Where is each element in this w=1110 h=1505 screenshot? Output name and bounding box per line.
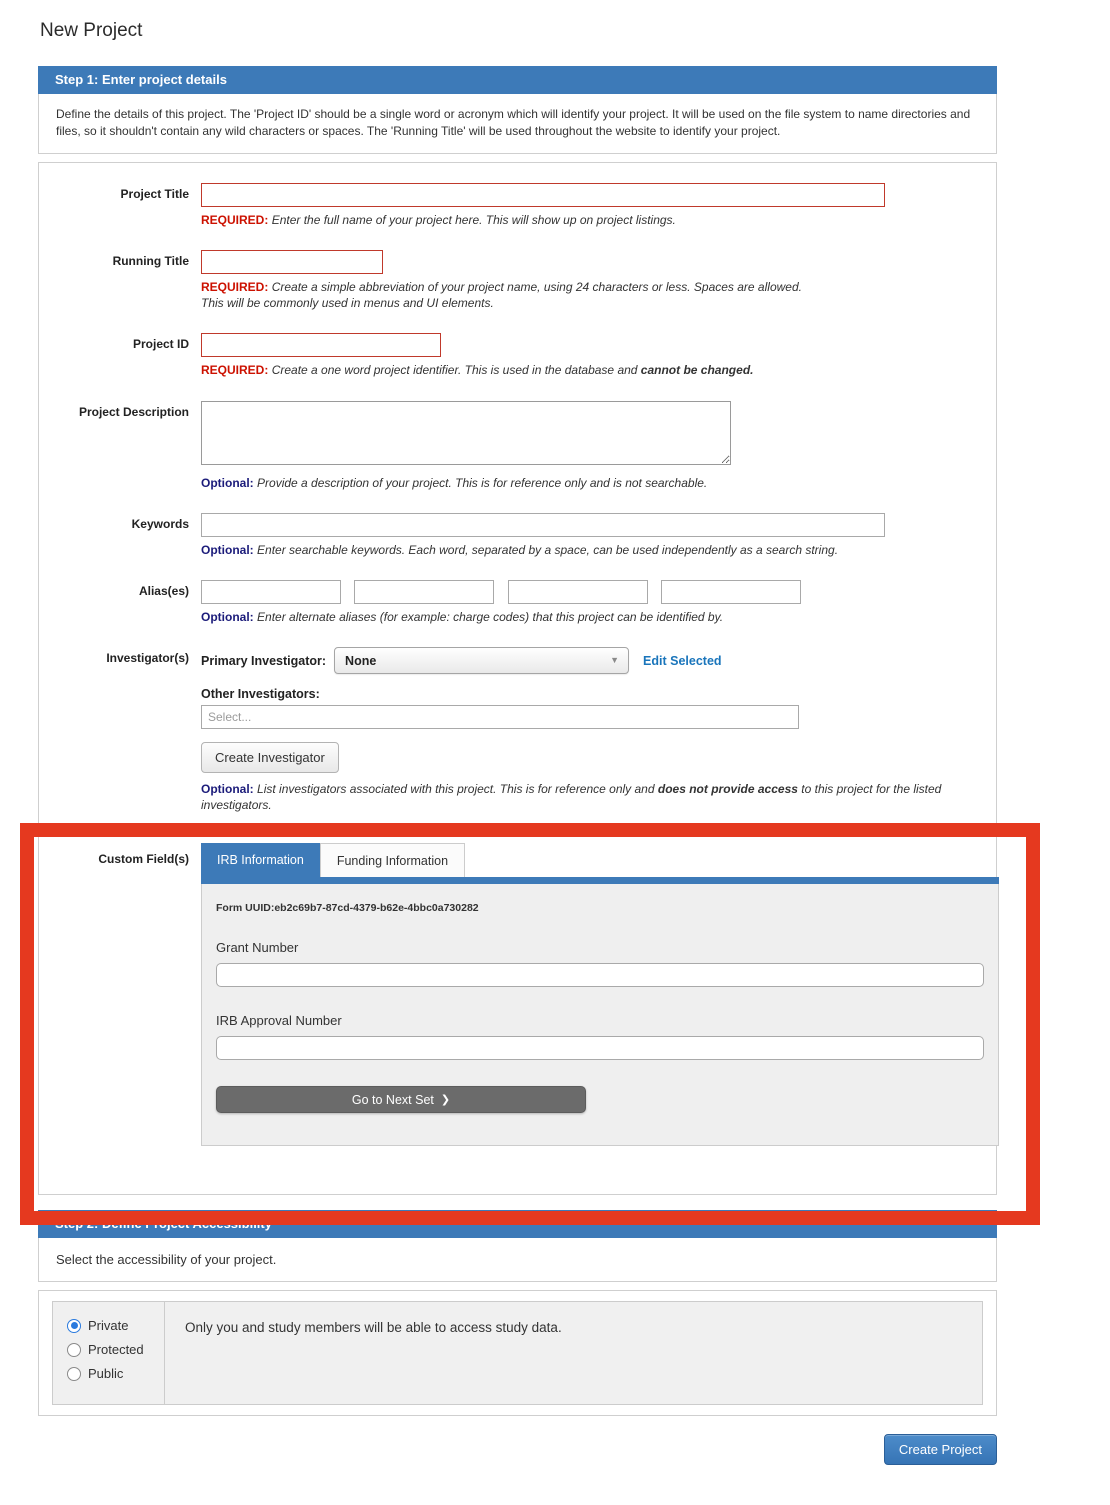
- project-id-label: Project ID: [132, 337, 189, 352]
- optional-label: Optional:: [201, 542, 254, 557]
- radio-icon[interactable]: [67, 1319, 81, 1333]
- running-title-row: [57, 250, 978, 311]
- required-label: REQUIRED:: [201, 212, 269, 227]
- accessibility-chooser: [52, 1301, 983, 1405]
- tab-irb-information[interactable]: IRB Information: [201, 843, 320, 877]
- step2-intro-text: Select the accessibility of your project.: [38, 1238, 997, 1282]
- alias-input-2[interactable]: [354, 580, 494, 604]
- project-description-label: Project Description: [78, 404, 189, 419]
- required-label: REQUIRED:: [201, 363, 269, 378]
- optional-label: Optional:: [201, 609, 254, 624]
- keywords-row: [57, 513, 978, 558]
- accessibility-description: Only you and study members will be able to access study data.: [185, 1320, 562, 1336]
- go-to-next-set-button[interactable]: Go to Next Set ❯: [216, 1086, 586, 1113]
- aliases-helper: Optional: Enter alternate aliases (for example: charge codes) that this project can be identified by.: [201, 609, 724, 624]
- form-uuid-text: Form UUID:eb2c69b7-87cd-4379-b62e-4bbc0a730282: [216, 902, 479, 915]
- keywords-helper: Optional: Enter searchable keywords. Each word, separated by a space, can be used independently as a search string.: [201, 542, 839, 557]
- accessibility-options: [53, 1302, 165, 1404]
- project-description-helper: Optional: Provide a description of your project. This is for reference only and is not searchable.: [201, 475, 708, 490]
- project-id-input[interactable]: [201, 333, 441, 357]
- footer: [38, 1434, 997, 1465]
- optional-label: Optional:: [201, 475, 254, 490]
- irb-approval-number-input[interactable]: [216, 1036, 984, 1060]
- chevron-right-icon: ❯: [440, 1094, 451, 1107]
- step1-form-box: [38, 162, 997, 1196]
- keywords-label: Keywords: [131, 516, 189, 531]
- running-title-label: Running Title: [112, 253, 189, 268]
- project-title-input[interactable]: [201, 183, 885, 207]
- custom-fields-row: [57, 843, 978, 1146]
- page-title: New Project: [40, 20, 143, 41]
- grant-number-label: Grant Number: [216, 940, 299, 956]
- aliases-label: Alias(es): [138, 583, 189, 598]
- irb-approval-number-label: IRB Approval Number: [216, 1013, 342, 1029]
- investigators-label: Investigator(s): [106, 651, 189, 666]
- edit-selected-link[interactable]: Edit Selected: [643, 653, 722, 668]
- primary-investigator-label: Primary Investigator:: [201, 653, 327, 668]
- investigators-row: [57, 647, 978, 813]
- project-title-helper: REQUIRED: Enter the full name of your project here. This will show up on project listings.: [201, 212, 676, 227]
- other-investigators-label: Other Investigators:: [201, 687, 320, 702]
- running-title-helper: REQUIRED: Create a simple abbreviation of your project name, using 24 characters or less. Spaces are allowed. This will be commonly used in menus and UI elements.: [201, 279, 802, 311]
- create-investigator-button[interactable]: Create Investigator: [201, 742, 339, 773]
- accessibility-box: [38, 1290, 997, 1416]
- optional-label: Optional:: [201, 782, 254, 797]
- radio-option-private[interactable]: Private: [67, 1318, 164, 1333]
- radio-icon[interactable]: [67, 1367, 81, 1381]
- radio-option-protected[interactable]: Protected: [67, 1342, 164, 1357]
- alias-input-1[interactable]: [201, 580, 341, 604]
- step2-section: [38, 1210, 997, 1416]
- custom-fields-label: Custom Field(s): [98, 852, 189, 867]
- tab-funding-information[interactable]: Funding Information: [320, 843, 465, 877]
- project-description-row: [57, 401, 978, 491]
- irb-information-panel: [201, 884, 999, 1146]
- chevron-down-icon: ▼: [610, 655, 620, 666]
- step1-intro-text: Define the details of this project. The 'Project ID' should be a single word or acronym which will identify your project. It will be used on the file system to name directories and files, so it shouldn't contain any wild characters or spaces. The 'Running Title' will be used throughout the website to identify your project.: [38, 94, 997, 154]
- project-description-textarea[interactable]: [201, 401, 731, 465]
- project-title-label: Project Title: [120, 186, 189, 201]
- step1-header: Step 1: Enter project details: [38, 66, 997, 94]
- required-label: REQUIRED:: [201, 279, 269, 294]
- radio-option-public[interactable]: Public: [67, 1366, 164, 1381]
- primary-investigator-select[interactable]: [334, 647, 629, 674]
- step1-section: [38, 66, 997, 1195]
- custom-fields-tabs: [201, 843, 999, 877]
- alias-input-3[interactable]: [508, 580, 648, 604]
- primary-investigator-value: None: [345, 653, 377, 668]
- aliases-row: [57, 580, 978, 625]
- grant-number-input[interactable]: [216, 963, 984, 987]
- radio-icon[interactable]: [67, 1343, 81, 1357]
- keywords-input[interactable]: [201, 513, 885, 537]
- project-title-row: [57, 183, 978, 228]
- tab-active-strip: [201, 877, 999, 884]
- project-id-row: [57, 333, 978, 378]
- project-id-helper: REQUIRED: Create a one word project identifier. This is used in the database and cannot be changed.: [201, 363, 754, 378]
- running-title-input[interactable]: [201, 250, 383, 274]
- step2-header: Step 2: Define Project Accessibility: [38, 1210, 997, 1238]
- alias-input-4[interactable]: [661, 580, 801, 604]
- create-project-button[interactable]: Create Project: [884, 1434, 997, 1465]
- other-investigators-input[interactable]: [201, 705, 799, 729]
- investigators-helper: Optional: List investigators associated with this project. This is for reference only and does not provide access to this project for the listed investigators.: [201, 782, 942, 813]
